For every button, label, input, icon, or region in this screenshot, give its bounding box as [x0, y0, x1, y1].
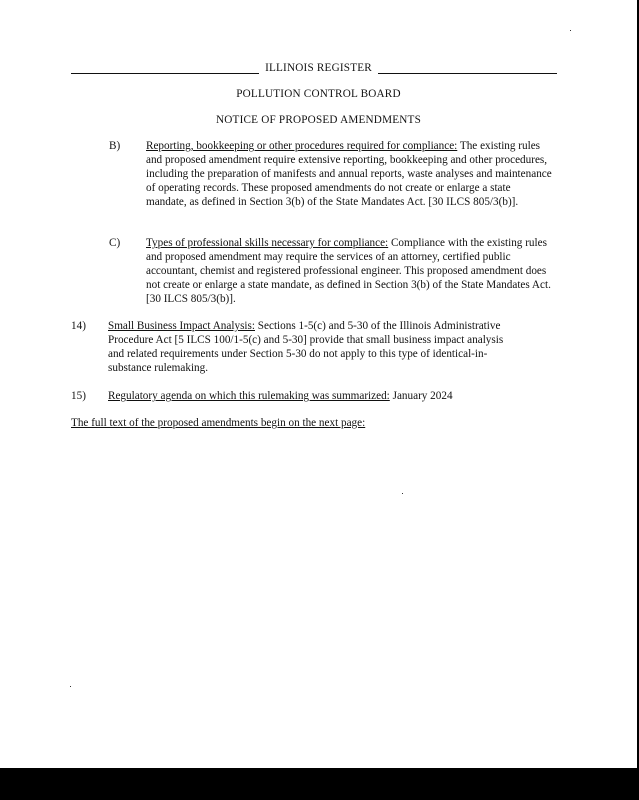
- item-text: Sections 1-5(c) and 5-30 of the Illinois Administrative Procedure Act [5 ILCS 100/1-5(c) and 5-30] provide that small business impact analysis and related requirements under Section 5-30 do not apply to this type of identical-in-substance rulemaking.: [108, 320, 504, 374]
- board-title: POLLUTION CONTROL BOARD: [236, 88, 401, 100]
- item-marker: B): [109, 140, 121, 152]
- item-body: [146, 139, 554, 209]
- item-text: The existing rules and proposed amendment require extensive reporting, bookkeeping and other procedures, including the preparation of manifests and annual reports, waste analyses and maintenance of operating records. These proposed amendments do not create or enlarge a state mandate, as defined in Section 3(b) of the State Mandates Act. [30 ILCS 805/3(b)].: [146, 140, 552, 208]
- item-text: January 2024: [389, 390, 453, 402]
- item-body: [146, 236, 554, 306]
- item-heading: Small Business Impact Analysis:: [108, 320, 255, 332]
- item-heading: Types of professional skills necessary for compliance:: [146, 237, 389, 249]
- notice-title: NOTICE OF PROPOSED AMENDMENTS: [215, 114, 422, 126]
- item-professional-skills: [109, 236, 554, 306]
- item-regulatory-agenda: [71, 389, 506, 403]
- item-marker: C): [109, 237, 121, 249]
- register-title-text: ILLINOIS REGISTER: [259, 62, 378, 74]
- scan-speck: [402, 493, 403, 494]
- item-marker: 15): [71, 390, 86, 402]
- closing-note: The full text of the proposed amendments begin on the next page:: [71, 417, 366, 429]
- item-heading: Regulatory agenda on which this rulemaking was summarized:: [108, 390, 390, 402]
- item-text: Compliance with the existing rules and proposed amendment may require the services of an attorney, certified public accountant, chemist and registered professional engineer. This proposed amendment does not create or enlarge a state mandate, as defined in Section 3(b) of the State Mandates Act. [30 ILCS 805/3(b)].: [146, 237, 551, 305]
- register-title: [0, 61, 637, 75]
- item-body: [108, 319, 506, 375]
- scan-speck: [570, 30, 571, 31]
- item-reporting: [109, 139, 554, 209]
- item-body: [108, 389, 506, 403]
- item-heading: Reporting, bookkeeping or other procedures required for compliance:: [146, 140, 458, 152]
- item-small-business-impact: [71, 319, 506, 375]
- scan-speck: [70, 686, 71, 687]
- item-marker: 14): [71, 320, 86, 332]
